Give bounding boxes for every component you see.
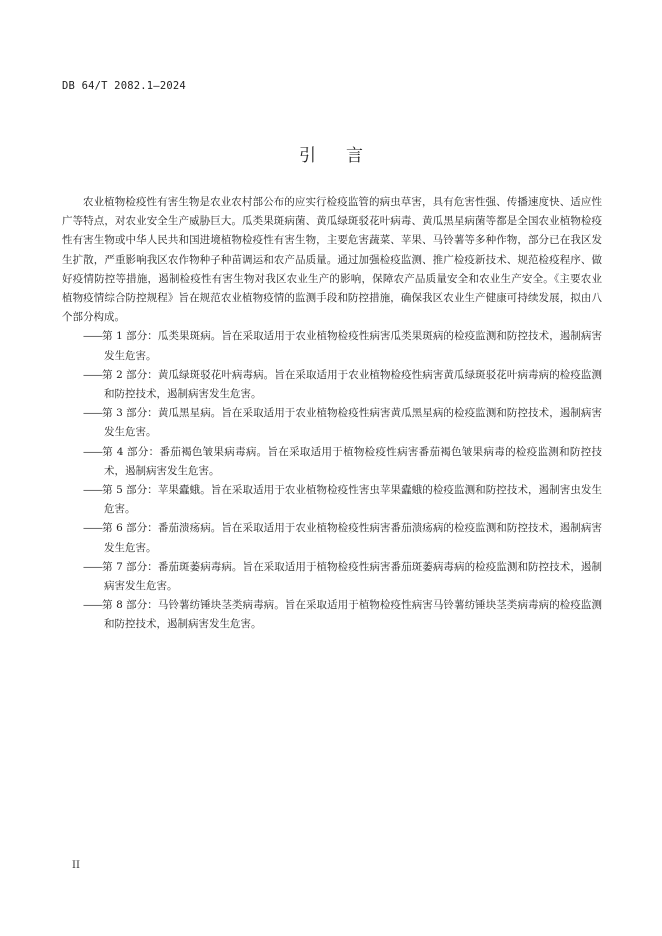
page-number: II [72, 860, 80, 871]
document-code: DB 64/T 2082.1—2024 [62, 80, 186, 92]
list-item-text: 第 2 部分：黄瓜绿斑驳花叶病毒病。旨在采取适用于农业植物检疫性病害黄瓜绿斑驳花叶病毒病的检疫监测和防控技术，遏制病害发生危害。 [102, 368, 602, 401]
list-item-text: 第 4 部分：番茄褐色皱果病毒病。旨在采取适用于植物检疫性病害番茄褐色皱果病毒的检疫监测和防控技术，遏制病害发生危害。 [102, 445, 602, 477]
document-body [62, 193, 602, 635]
list-dash: —— [83, 330, 102, 343]
list-item-text: 第 8 部分：马铃薯纺锤块茎类病毒病。旨在采取适用于植物检疫性病害马铃薯纺锤块茎类病毒病的检疫监测和防控技术，遏制病害发生危害。 [102, 599, 602, 631]
list-dash: —— [83, 522, 102, 535]
list-item [62, 366, 602, 404]
list-dash: —— [83, 560, 102, 573]
list-item-text: 第 6 部分：番茄溃疡病。旨在采取适用于农业植物检疫性病害番茄溃疡病的检疫监测和防控技术，遏制病害发生危害。 [102, 522, 602, 554]
list-item-text: 第 5 部分：苹果蠹蛾。旨在采取适用于农业植物检疫性害虫苹果蠹蛾的检疫监测和防控技术，遏制害虫发生危害。 [102, 484, 602, 516]
list-item [62, 327, 602, 365]
list-dash: —— [83, 484, 102, 497]
list-dash: —— [83, 599, 102, 612]
list-item-text: 第 7 部分：番茄斑萎病毒病。旨在采取适用于植物检疫性病害番茄斑萎病毒病的检疫监测和防控技术，遏制病害发生危害。 [102, 560, 602, 593]
list-item [62, 558, 602, 596]
list-item [62, 596, 602, 634]
list-dash: —— [83, 407, 102, 420]
parts-list [62, 327, 602, 634]
list-item [62, 481, 602, 519]
page-title: 引言 [299, 146, 393, 166]
list-item [62, 519, 602, 557]
list-item [62, 404, 602, 442]
list-dash: —— [83, 368, 102, 381]
list-item-text: 第 1 部分：瓜类果斑病。旨在采取适用于农业植物检疫性病害瓜类果斑病的检疫监测和防控技术，遏制病害发生危害。 [102, 330, 602, 362]
list-item [62, 443, 602, 481]
list-dash: —— [83, 445, 102, 458]
intro-paragraph: 农业植物检疫性有害生物是农业农村部公布的应实行检疫监管的病虫草害，具有危害性强、传播速度快、适应性广等特点，对农业安全生产威胁巨大。瓜类果斑病菌、黄瓜绿斑驳花叶病毒、黄瓜黑星病菌等都是全国农业植物检疫性有害生物或中华人民共和国进境植物检疫性有害生物，主要危害蔬菜、苹果、马铃薯等多种作物，部分已在我区发生扩散，严重影响我区农作物种子种苗调运和农产品质量。通过加强检疫监测、推广检疫新技术、规范检疫程序、做好疫情防控等措施，遏制检疫性有害生物对我区农业生产的影响，保障农产品质量安全和农业生产安全。《主要农业植物疫情综合防控规程》旨在规范农业植物疫情的监测手段和防控措施，确保我区农业生产健康可持续发展，拟由八个部分构成。 [62, 196, 602, 324]
list-item-text: 第 3 部分：黄瓜黑星病。旨在采取适用于农业植物检疫性病害黄瓜黑星病的检疫监测和防控技术，遏制病害发生危害。 [102, 407, 602, 439]
